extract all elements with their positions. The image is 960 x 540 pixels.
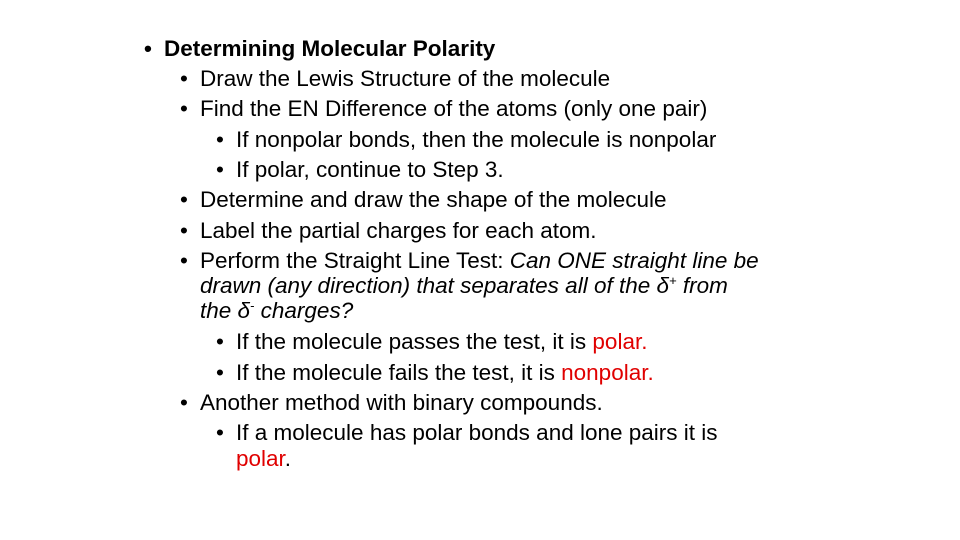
step-5-question-part-5: charges?	[254, 298, 354, 323]
step-3-item	[180, 187, 667, 213]
step-1-text: Draw the Lewis Structure of the molecule	[200, 66, 611, 91]
bullet-icon: •	[180, 248, 188, 273]
delta-plus-sign: +	[669, 273, 677, 288]
step-6-sub-1-end: .	[284, 446, 292, 471]
slide-heading: Determining Molecular Polarity	[164, 36, 496, 61]
step-5-pass-result: polar.	[592, 329, 648, 354]
step-6-sub-1-continuation	[236, 446, 291, 472]
step-2-item	[180, 96, 707, 122]
step-3-text: Determine and draw the shape of the molecule	[200, 187, 667, 212]
bullet-icon: •	[216, 329, 224, 354]
step-6-sub-1-result: polar	[236, 446, 285, 471]
heading-bullet-item	[144, 36, 495, 62]
step-5-fail-result: nonpolar.	[561, 360, 654, 385]
step-2-text: Find the EN Difference of the atoms (only one pair)	[200, 96, 708, 121]
step-2-sub-2-item	[216, 157, 504, 183]
step-2-sub-1-item	[216, 127, 716, 153]
step-5-question-part-3: from	[676, 273, 728, 298]
step-5-question-part-1: Can ONE straight line be	[509, 248, 759, 273]
bullet-icon: •	[216, 420, 224, 445]
step-5-question-part-4: the δ	[200, 298, 251, 323]
step-5-pass-item	[216, 329, 647, 355]
delta-minus-sign: -	[250, 298, 255, 313]
step-2-sub-2-text: If polar, continue to Step 3.	[236, 157, 504, 182]
step-6-sub-1-item	[216, 420, 718, 446]
bullet-icon: •	[180, 218, 188, 243]
step-5-lead: Perform the Straight Line Test:	[200, 248, 510, 273]
step-1-item	[180, 66, 610, 92]
bullet-icon: •	[180, 66, 188, 91]
step-5-fail-lead: If the molecule fails the test, it is	[236, 360, 562, 385]
step-5-pass-lead: If the molecule passes the test, it is	[236, 329, 593, 354]
bullet-icon: •	[180, 187, 188, 212]
step-6-sub-1-text: If a molecule has polar bonds and lone pairs it is	[236, 420, 718, 445]
bullet-icon: •	[216, 127, 224, 152]
bullet-icon: •	[180, 96, 188, 121]
bullet-icon: •	[144, 36, 152, 61]
bullet-icon: •	[216, 360, 224, 385]
step-4-item	[180, 218, 597, 244]
step-5-fail-item	[216, 360, 654, 386]
step-5-question-line-2	[200, 273, 728, 299]
step-6-text: Another method with binary compounds.	[200, 390, 603, 415]
step-4-text: Label the partial charges for each atom.	[200, 218, 597, 243]
step-5-question-line-3	[200, 298, 353, 324]
step-2-sub-1-text: If nonpolar bonds, then the molecule is nonpolar	[236, 127, 717, 152]
bullet-icon: •	[180, 390, 188, 415]
step-5-question-part-2: drawn (any direction) that separates all of the δ	[200, 273, 669, 298]
bullet-icon: •	[216, 157, 224, 182]
step-5-item	[180, 248, 759, 274]
step-6-item	[180, 390, 603, 416]
